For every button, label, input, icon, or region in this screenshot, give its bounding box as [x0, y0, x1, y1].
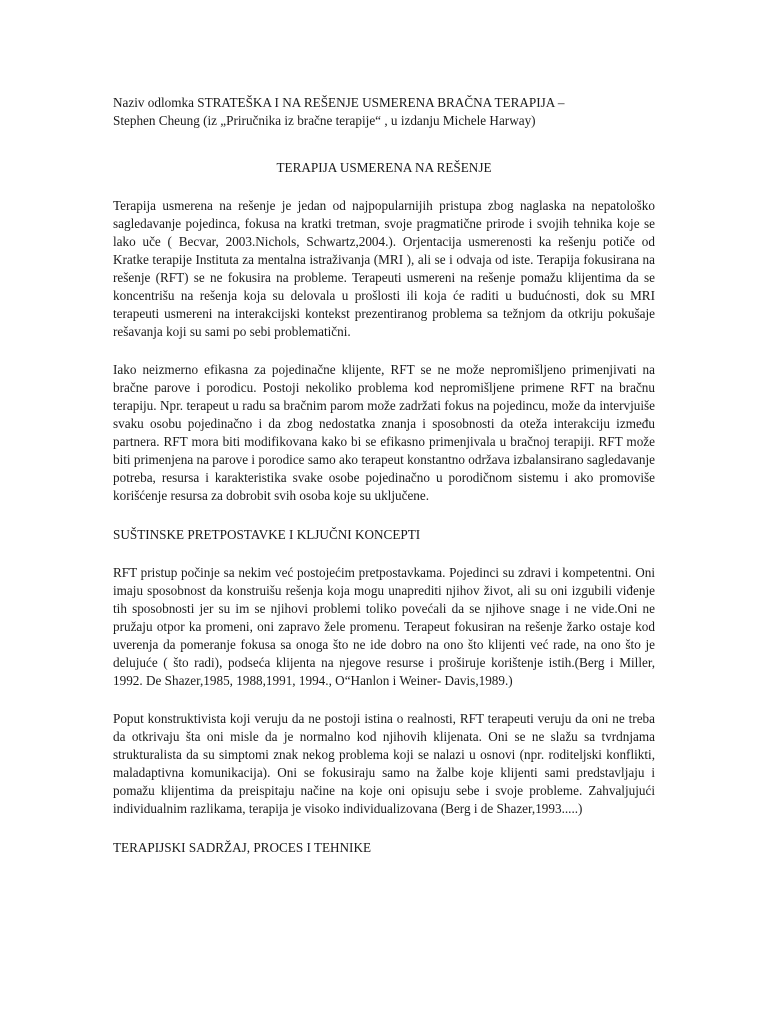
- excerpt-title-line-2: Stephen Cheung (iz „Priručnika iz bračne terapije“ , u izdanju Michele Harway): [113, 113, 536, 128]
- section-title: TERAPIJA USMERENA NA REŠENJE: [276, 160, 492, 175]
- paragraph-assumptions: RFT pristup počinje sa nekim već postojećim pretpostavkama. Pojedinci su zdravi i kompetentni. Oni imaju sposobnost da konstruišu rešenja koja mogu unaprediti njihov život, ali su oni izgubili viđenje tih sposobnosti jer su im se njihovi problemi toliko povećali da se njihove snage i ne vide.Oni ne pružaju otpor ka promeni, oni zapravo žele promenu. Terapeut fokusiran na rešenje žarko ostaje kod uverenja da pomeranje fokusa sa onoga što ne ide dobro na ono što klijenti već rade, na ono što je delujuće ( što radi), podseća klijenta na njegove resurse i proširuje korištenje istih.(Berg i Miller, 1992. De Shazer,1985, 1988,1991, 1994., O“Hanlon i Weiner- Davis,1989.): [113, 565, 655, 688]
- paragraph-constructivists: Poput konstruktivista koji veruju da ne postoji istina o realnosti, RFT terapeuti veruju da oni ne treba da otkrivaju šta oni misle da je normalno kod njihovih klijenata. Oni se ne slažu sa tvrdnjama strukturalista da su simptomi znak nekog problema koji se nalazi u osnovi (npr. roditeljski konflikti, maladaptivna komunikacija). Oni se fokusiraju samo na žalbe koje klijenti sami predstavljaju i pomažu klijentima da preispitaju načine na koje oni opisuju sebe i svoje probleme. Zahvaljujući individualnim razlikama, terapija je visoko individualizovana (Berg i de Shazer,1993.....): [113, 711, 655, 816]
- heading-assumptions: SUŠTINSKE PRETPOSTAVKE I KLJUČNI KONCEPTI: [113, 527, 421, 542]
- document-page: [113, 94, 655, 857]
- excerpt-title-line-1: Naziv odlomka STRATEŠKA I NA REŠENJE USMERENA BRAČNA TERAPIJA –: [113, 95, 565, 110]
- heading-process: TERAPIJSKI SADRŽAJ, PROCES I TEHNIKE: [113, 840, 372, 855]
- paragraph-couples: Iako neizmerno efikasna za pojedinačne klijente, RFT se ne može nepromišljeno primenjivati na bračne parove i porodicu. Postoji nekoliko problema kod nepromišljene primene RFT na bračnu terapiju. Npr. terapeut u radu sa bračnim parom može zadržati fokus na pojedincu, može da intervjuiše svaku osobu pojedinačno i da zbog nedostatka znanja i sposobnosti da otežа interakciju između partnera. RFT mora biti modifikovana kako bi se efikasno primenjivala u bračnoj terapiji. RFT može biti primenjena na parove i porodice samo ako terapeut konstantno održava izbalansirano sagledavanje potreba, resursa i karakteristika svake osobe pojedinačno u porodičnom sistemu i ako promoviše korišćenje resursa za dobrobit svih osoba koje su uključene.: [113, 362, 655, 503]
- paragraph-intro: Terapija usmerena na rešenje je jedan od najpopularnijih pristupa zbog naglaska na nepatološko sagledavanje pojedinca, fokusa na kratki tretman, svoje pragmatične prirode i svojih tehnika koje se lako uče ( Becvar, 2003.Nichols, Schwartz,2004.). Orjentacija usmerenosti ka rešenju potiče od Kratke terapije Instituta za mentalna istraživanja (MRI ), ali se i odvaja od iste. Terapija fokusirana na rešenje (RFT) se ne fokusira na probleme. Terapeuti usmereni na rešenje pomažu klijentima da se koncentrišu na rešenja koja su delovala u prošlosti ili koja će raditi u budućnosti, dok su MRI terapeuti usmereni na interakcijski kontekst prezentiranog problema sa težnjom da otkriju pokušaje rešavanja koji su sami po sebi problematični.: [113, 198, 655, 339]
